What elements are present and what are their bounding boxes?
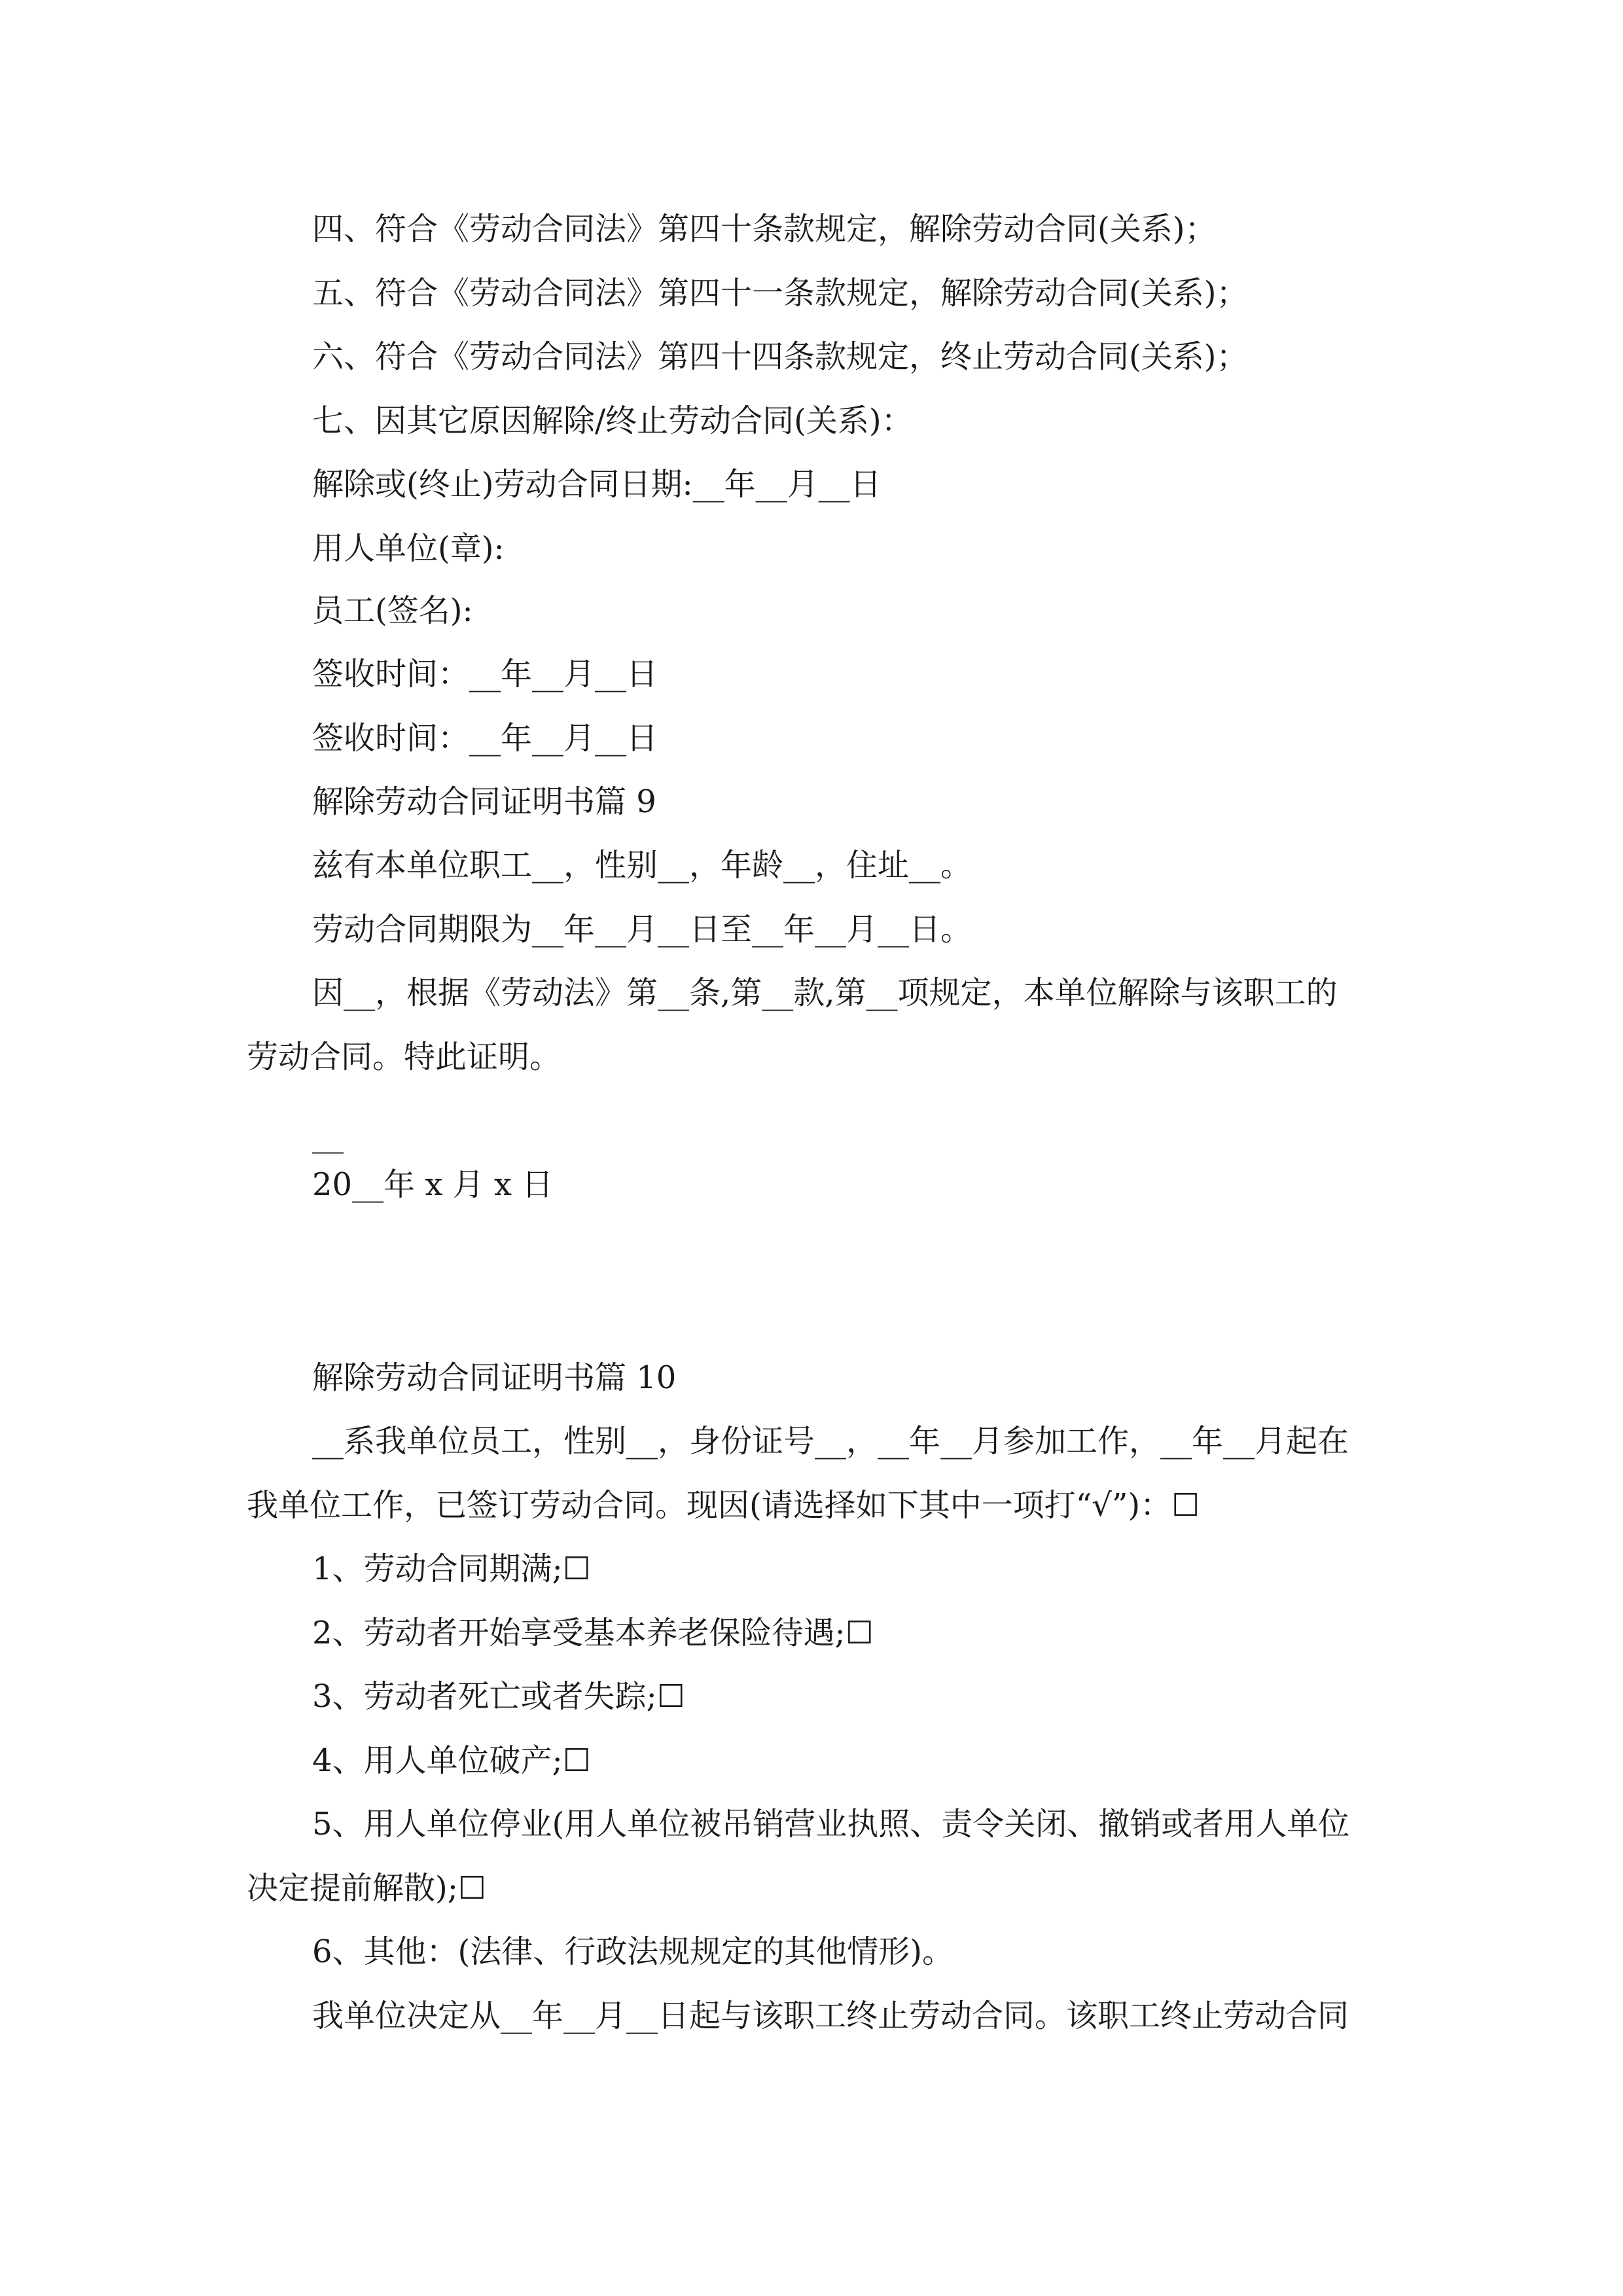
employer-seal-line: 用人单位(章): <box>312 530 505 567</box>
option-5-cont: 决定提前解散);☐ <box>247 1870 486 1907</box>
option-6: 6、其他：(法律、行政法规规定的其他情形)。 <box>312 1933 954 1970</box>
employee-detail-cont: 我单位工作，已签订劳动合同。现因(请选择如下其中一项打“√”)：☐ <box>247 1487 1200 1524</box>
section-heading-10: 解除劳动合同证明书篇 10 <box>312 1359 677 1396</box>
option-3: 3、劳动者死亡或者失踪;☐ <box>312 1678 685 1715</box>
receipt-date-line-1: 签收时间：__年__月__日 <box>312 656 658 692</box>
employee-info-line: 兹有本单位职工__，性别__，年龄__，住址__。 <box>312 847 972 884</box>
clause-four: 四、符合《劳动合同法》第四十条款规定，解除劳动合同(关系)； <box>312 211 1217 247</box>
section-heading-9: 解除劳动合同证明书篇 9 <box>312 783 656 820</box>
receipt-date-line-2: 签收时间：__年__月__日 <box>312 720 658 757</box>
option-4: 4、用人单位破产;☐ <box>312 1742 591 1779</box>
employee-signature-line: 员工(签名): <box>312 592 473 629</box>
termination-date-line: 解除或(终止)劳动合同日期:__年__月__日 <box>312 466 882 503</box>
clause-five: 五、符合《劳动合同法》第四十一条款规定，解除劳动合同(关系)； <box>312 275 1248 312</box>
employee-detail-line: __系我单位员工，性别__，身份证号__，__年__月参加工作，__年__月起在 <box>312 1423 1349 1460</box>
termination-reason-cont: 劳动合同。特此证明。 <box>247 1039 562 1075</box>
signature-blank: __ <box>312 1117 344 1154</box>
option-5: 5、用人单位停业(用人单位被吊销营业执照、责令关闭、撤销或者用人单位 <box>312 1806 1350 1842</box>
option-2: 2、劳动者开始享受基本养老保险待遇;☐ <box>312 1615 874 1651</box>
document-date: 20__年 x 月 x 日 <box>312 1166 554 1203</box>
option-1: 1、劳动合同期满;☐ <box>312 1551 591 1587</box>
decision-line: 我单位决定从__年__月__日起与该职工终止劳动合同。该职工终止劳动合同 <box>312 1998 1349 2034</box>
termination-reason-line: 因__，根据《劳动法》第__条,第__款,第__项规定，本单位解除与该职工的 <box>312 975 1338 1011</box>
clause-six: 六、符合《劳动合同法》第四十四条款规定，终止劳动合同(关系)； <box>312 338 1248 375</box>
contract-term-line: 劳动合同期限为__年__月__日至__年__月__日。 <box>312 911 972 948</box>
clause-seven: 七、因其它原因解除/终止劳动合同(关系)： <box>312 403 913 439</box>
